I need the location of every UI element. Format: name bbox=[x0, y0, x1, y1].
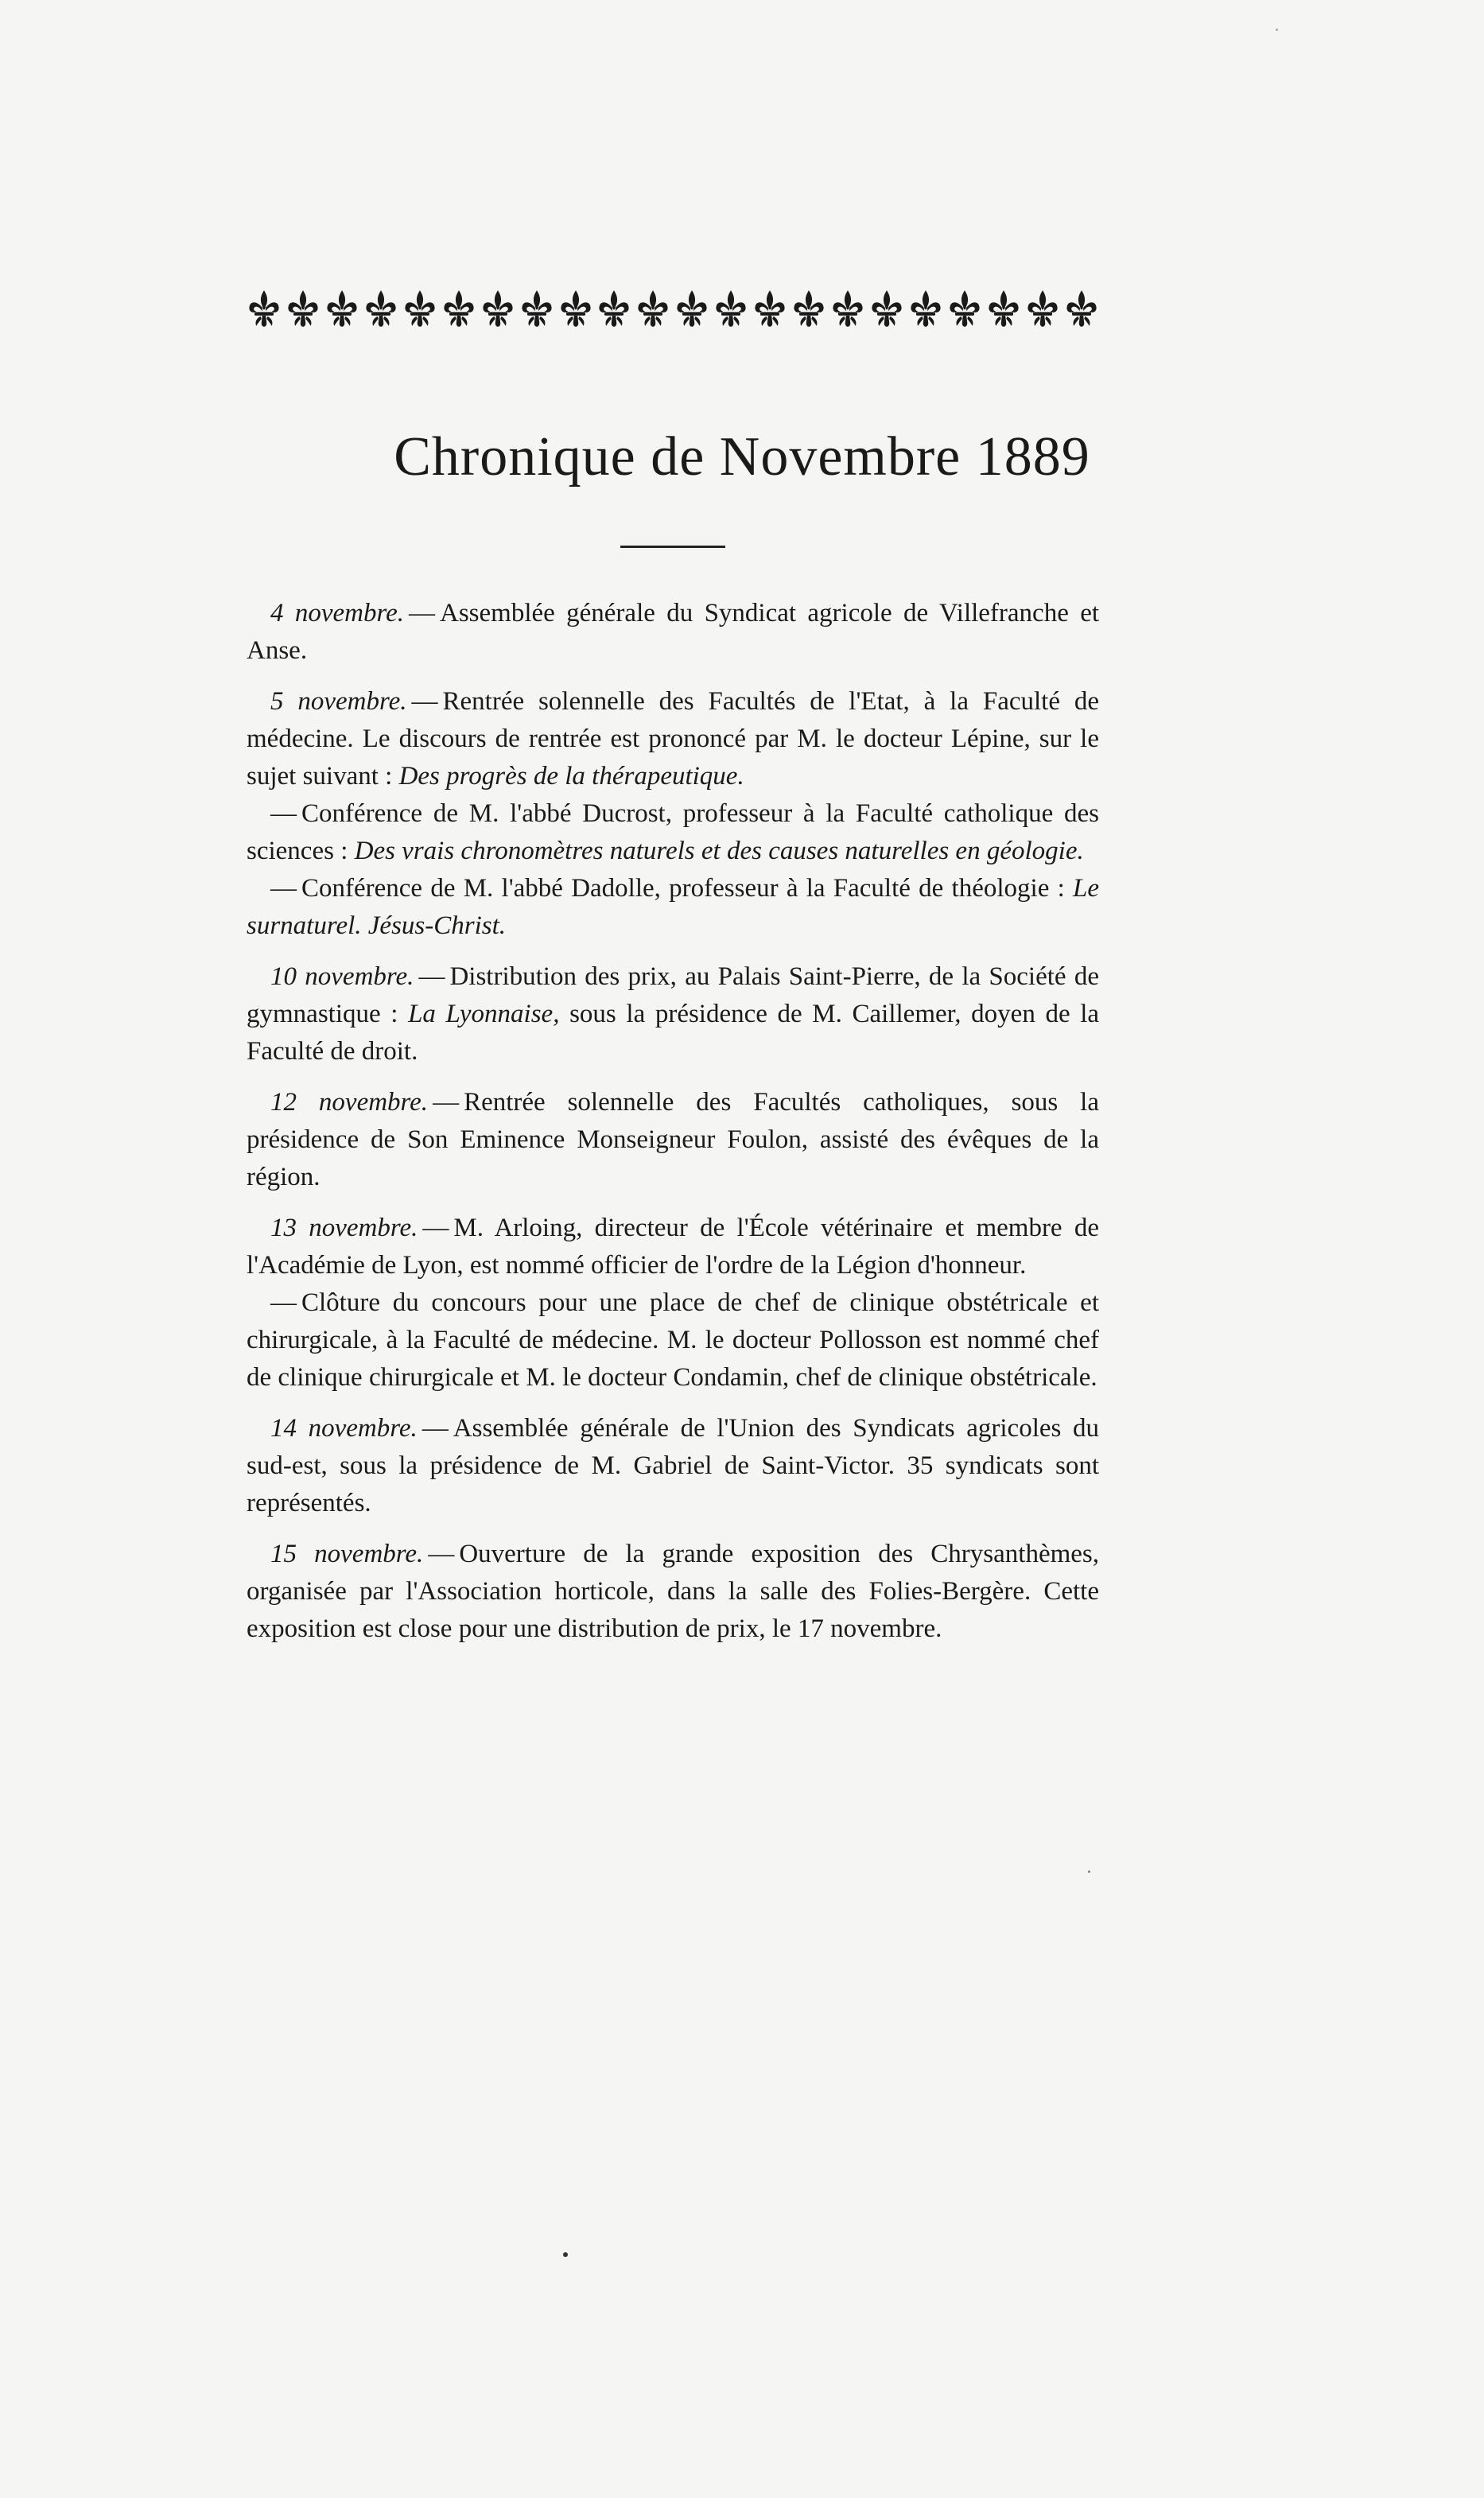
title-rule bbox=[620, 546, 725, 548]
entry-text: M. Arloing, directeur de l'École vétérinaire et membre de l'Académie de Lyon, est nommé officier de l'ordre de la Légion d'honneur. bbox=[247, 1214, 1099, 1280]
fleur-de-lis-icon bbox=[791, 289, 826, 328]
fleur-de-lis-icon bbox=[713, 289, 748, 328]
entry-date: 4 novembre. bbox=[270, 599, 404, 627]
entry-date: 14 novembre. bbox=[270, 1414, 418, 1443]
fleur-de-lis-icon bbox=[986, 289, 1021, 328]
entry-text: Ouverture de la grande exposition des Chrysanthèmes, organisée par l'Association horticole, dans la salle des Folies-Bergère. Cette exposition est close pour une distribution de prix, le 17 novembre. bbox=[247, 1540, 1100, 1643]
print-speck bbox=[1276, 29, 1278, 31]
entry-text: Clôture du concours pour une place de chef de clinique obstétricale et chirurgicale, à la Faculté de médecine. M. le docteur Pollosson est nommé chef de clinique chirurgicale et M. le docteur Condamin, chef de clinique obstétricale. bbox=[247, 1288, 1099, 1392]
entry-dash: — bbox=[418, 962, 445, 991]
entry-dash: — bbox=[411, 687, 438, 716]
entry-13-novembre bbox=[247, 1210, 1099, 1284]
entry-date: 15 novembre. bbox=[270, 1540, 424, 1568]
entry-italic: Le surnaturel. Jésus-Christ. bbox=[247, 874, 1100, 940]
entry-dash: — bbox=[270, 799, 297, 828]
entry-date: 10 novembre. bbox=[270, 962, 414, 991]
fleur-de-lis-icon bbox=[402, 289, 437, 328]
entry-dash: — bbox=[422, 1414, 449, 1443]
entry-text: Distribution des prix, au Palais Saint-Pierre, de la Société de gymnastique : bbox=[247, 962, 1099, 1028]
entry-dash: — bbox=[270, 874, 297, 903]
fleur-de-lis-icon bbox=[286, 289, 320, 328]
fleur-de-lis-icon bbox=[752, 289, 787, 328]
fleur-de-lis-icon bbox=[441, 289, 476, 328]
entry-text: Assemblée générale du Syndicat agricole de Villefranche et Anse. bbox=[247, 599, 1100, 665]
print-speck bbox=[1088, 1871, 1090, 1873]
entry-text: Assemblée générale de l'Union des Syndicats agricoles du sud-est, sous la présidence de M. Gabriel de Saint-Victor. 35 syndicats sont représentés. bbox=[247, 1414, 1099, 1517]
fleur-de-lis-icon bbox=[1064, 289, 1099, 328]
entry-date: 13 novembre. bbox=[270, 1214, 418, 1242]
entry-date: 5 novembre. bbox=[270, 687, 407, 716]
fleur-de-lis-icon bbox=[558, 289, 593, 328]
fleur-de-lis-icon bbox=[363, 289, 398, 328]
entry-15-novembre bbox=[247, 1536, 1099, 1648]
fleur-de-lis-icon bbox=[519, 289, 554, 328]
entry-date: 12 novembre. bbox=[270, 1088, 429, 1117]
entry-4-novembre bbox=[247, 595, 1099, 670]
fleur-de-lis-icon bbox=[596, 289, 631, 328]
entry-dash: — bbox=[433, 1088, 460, 1117]
entry-text: Conférence de M. l'abbé Dadolle, professeur à la Faculté de théologie : bbox=[301, 874, 1065, 903]
fleur-de-lis-icon bbox=[869, 289, 904, 328]
entry-italic: Des vrais chronomètres naturels et des causes naturelles en géologie. bbox=[354, 837, 1084, 865]
entry-text: Rentrée solennelle des Facultés catholiques, sous la présidence de Son Eminence Monseigneur Foulon, assisté des évêques de la région. bbox=[247, 1088, 1099, 1191]
entry-text-after: sous la présidence de M. Caillemer, doyen de la Faculté de droit. bbox=[247, 1000, 1100, 1066]
entry-cloture-concours bbox=[247, 1284, 1099, 1397]
fleur-de-lis-icon bbox=[830, 289, 865, 328]
entry-italic: La Lyonnaise, bbox=[408, 1000, 560, 1028]
entry-10-novembre bbox=[247, 958, 1099, 1070]
entry-dash: — bbox=[270, 1288, 297, 1317]
fleur-de-lis-icon bbox=[674, 289, 709, 328]
print-speck bbox=[563, 2252, 568, 2257]
fleur-de-lis-icon bbox=[324, 289, 359, 328]
entry-14-novembre bbox=[247, 1410, 1099, 1522]
chronicle-body bbox=[247, 595, 1099, 1661]
entry-dash: — bbox=[422, 1214, 449, 1242]
fleuron-ornament-band bbox=[247, 286, 1099, 331]
entry-text: Conférence de M. l'abbé Ducrost, professeur à la Faculté catholique des sciences : bbox=[247, 799, 1099, 865]
fleur-de-lis-icon bbox=[1025, 289, 1060, 328]
fleur-de-lis-icon bbox=[908, 289, 943, 328]
fleur-de-lis-icon bbox=[247, 289, 282, 328]
entry-text: Rentrée solennelle des Facultés de l'Etat, à la Faculté de médecine. Le discours de rentrée est prononcé par M. le docteur Lépine, sur le sujet suivant : bbox=[247, 687, 1099, 791]
entry-italic: Des progrès de la thérapeutique. bbox=[398, 762, 744, 791]
fleur-de-lis-icon bbox=[947, 289, 982, 328]
fleur-de-lis-icon bbox=[480, 289, 515, 328]
entry-5-novembre bbox=[247, 683, 1099, 795]
entry-dash: — bbox=[409, 599, 435, 627]
entry-12-novembre bbox=[247, 1084, 1099, 1196]
entry-ducrost bbox=[247, 795, 1099, 870]
fleur-de-lis-icon bbox=[635, 289, 670, 328]
entry-dash: — bbox=[428, 1540, 455, 1568]
page-title: Chronique de Novembre 1889 bbox=[394, 426, 1090, 488]
entry-dadolle bbox=[247, 870, 1099, 945]
